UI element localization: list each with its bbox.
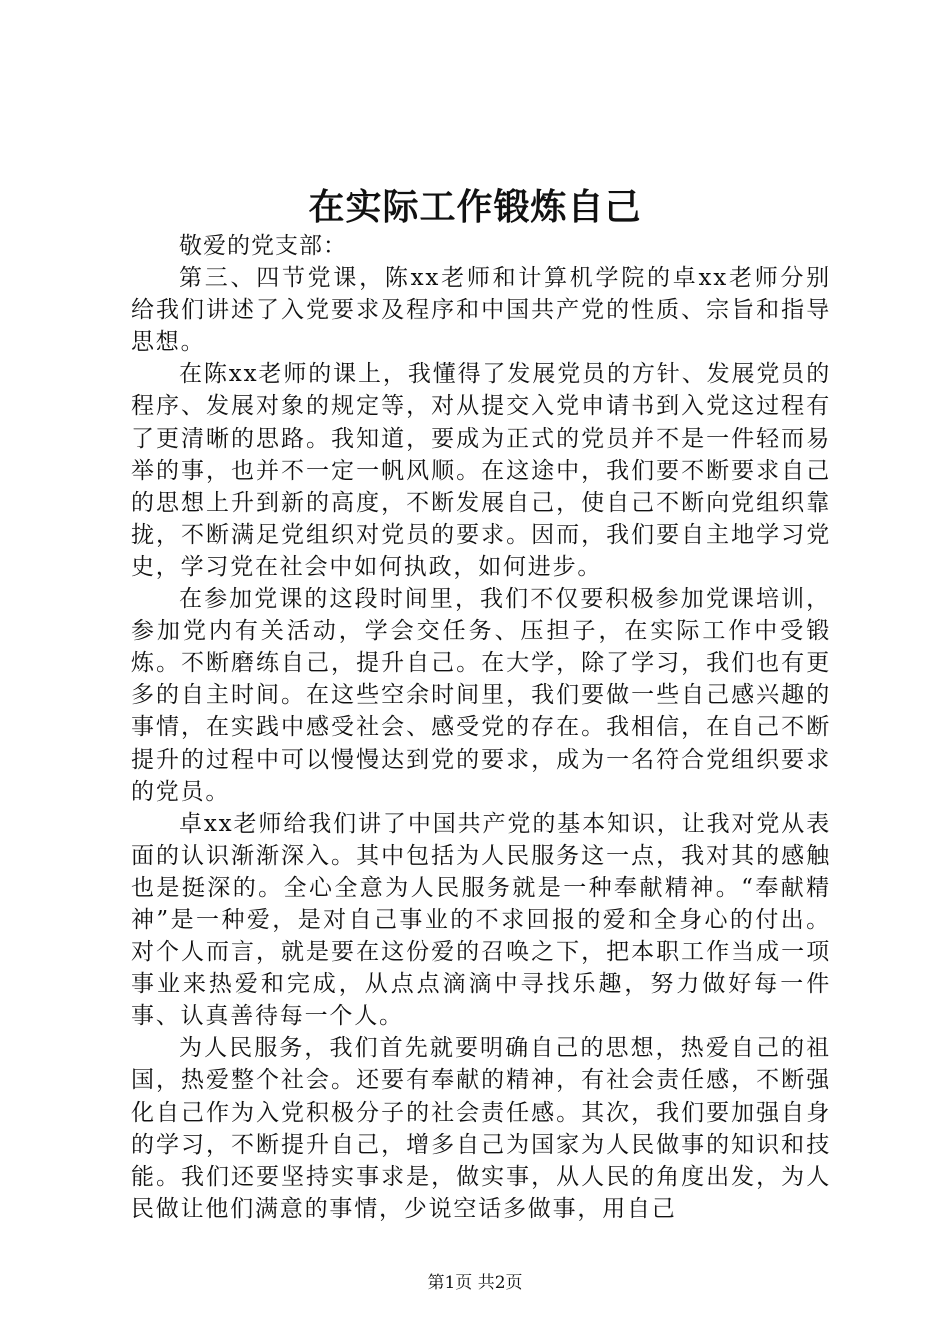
salutation: 敬爱的党支部： — [179, 233, 347, 259]
document-title: 在实际工作锻炼自己 — [308, 187, 642, 228]
paragraph-3: 在参加党课的这段时间里，我们不仅要积极参加党课培训，参加党内有关活动，学会交任务、压担子，在实际工作中受锻炼。不断磨练自己，提升自己。在大学，除了学习，我们也有更多的自主时间。在这些空余时间里，我们要做一些自己感兴趣的事情，在实践中感受社会、感受党的存在。我相信，在自己不断提升的过程中可以慢慢达到党的要求，成为一名符合党组织要求的党员。 — [131, 586, 831, 805]
paragraph-1: 第三、四节党课，陈xx老师和计算机学院的卓xx老师分别给我们讲述了入党要求及程序和中国共产党的性质、宗旨和指导思想。 — [131, 265, 831, 356]
page-footer: 第1页 共2页 — [427, 1273, 523, 1293]
paragraph-2: 在陈xx老师的课上，我懂得了发展党员的方针、发展党员的程序、发展对象的规定等，对从提交入党申请书到入党这过程有了更清晰的思路。我知道，要成为正式的党员并不是一件轻而易举的事，也并不一定一帆风顺。在这途中，我们要不断要求自己的思想上升到新的高度，不断发展自己，使自己不断向党组织靠拢，不断满足党组织对党员的要求。因而，我们要自主地学习党史，学习党在社会中如何执政，如何进步。 — [131, 361, 831, 580]
paragraph-5: 为人民服务，我们首先就要明确自己的思想，热爱自己的祖国，热爱整个社会。还要有奉献的精神，有社会责任感，不断强化自己作为入党积极分子的社会责任感。其次，我们要加强自身的学习，不断提升自己，增多自己为国家为人民做事的知识和技能。我们还要坚持实事求是，做实事，从人民的角度出发，为人民做让他们满意的事情，少说空话多做事，用自己 — [131, 1035, 831, 1222]
paragraph-4: 卓xx老师给我们讲了中国共产党的基本知识，让我对党从表面的认识渐渐深入。其中包括为人民服务这一点，我对其的感触也是挺深的。全心全意为人民服务就是一种奉献精神。“奉献精神”是一种爱，是对自己事业的不求回报的爱和全身心的付出。对个人而言，就是要在这份爱的召唤之下，把本职工作当成一项事业来热爱和完成，从点点滴滴中寻找乐趣，努力做好每一件事、认真善待每一个人。 — [131, 810, 831, 1030]
document-body — [131, 230, 831, 1225]
